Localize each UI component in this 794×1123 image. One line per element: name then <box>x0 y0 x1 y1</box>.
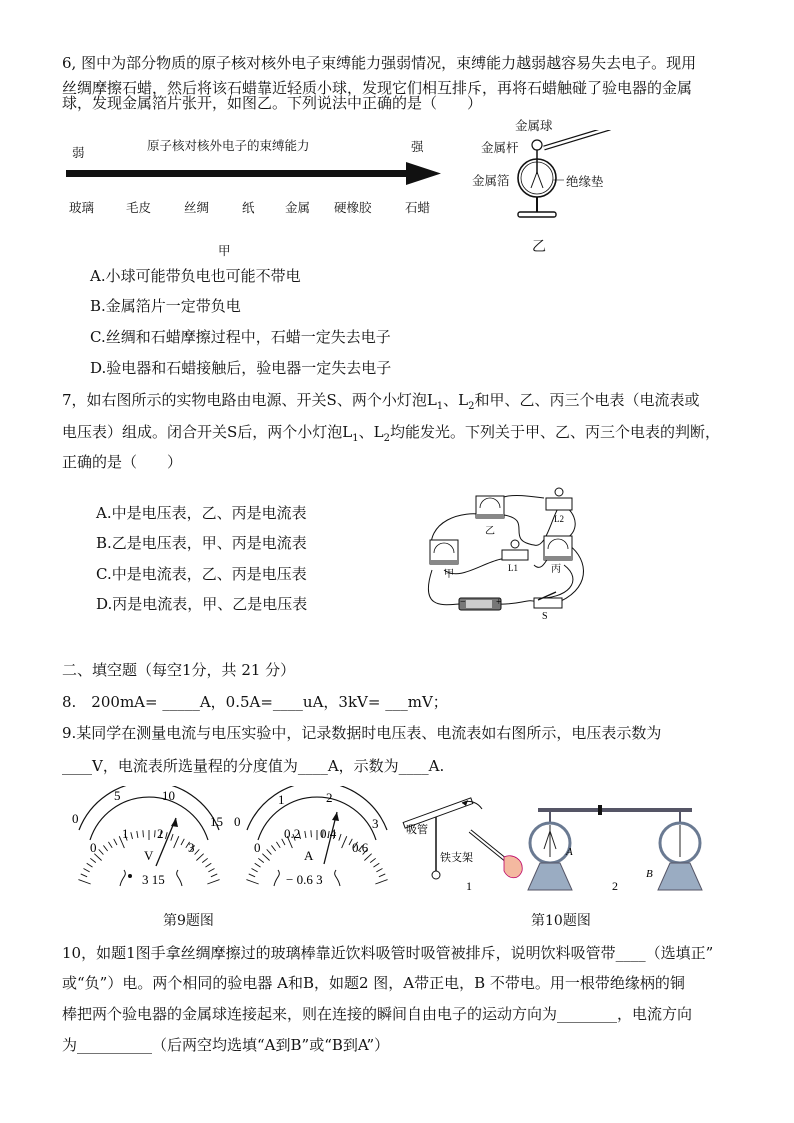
q7-line3: 正确的是（ ） <box>62 453 183 471</box>
a-inner-02: 0.2 <box>284 826 301 841</box>
meter-jia-label: 甲 <box>444 569 454 580</box>
q7-option-c: C.中是电流表，乙、丙是电压表 <box>96 565 307 583</box>
q10-line2: 或“负”）电。两个相同的验电器 A和B，如题2 图，A带正电，B 不带电。用一根带绝缘柄的铜 <box>62 974 685 992</box>
fig10-b: B <box>646 868 653 880</box>
material-item: 金属 <box>285 200 311 215</box>
material-item: 玻璃 <box>69 200 95 215</box>
fig10-caption: 第10题图 <box>531 913 591 929</box>
foil-label: 金属箔 <box>472 173 510 188</box>
q7-line1: 7，如右图所示的实物电路由电源、开关S、两个小灯泡$L_1$、$L_2$和甲、乙、丙三个电表（电流表或 <box>62 391 700 412</box>
q7-option-b: B.乙是电压表，甲、丙是电流表 <box>96 534 307 552</box>
v-outer-15: 15 <box>210 814 223 829</box>
q9-line1: 9.某同学在测量电流与电压实验中，记录数据时电压表、电流表如右图所示，电压表示数为 <box>62 724 662 742</box>
rod-label: 金属杆 <box>481 140 519 155</box>
material-item: 毛皮 <box>126 200 152 215</box>
q7-line2: 电压表）组成。闭合开关S后，两个小灯泡$L_1$、$L_2$均能发光。下列关于甲、乙、丙三个电表的判断， <box>62 423 720 444</box>
q10-line3: 棒把两个验电器的金属球连接起来，则在连接的瞬间自由电子的运动方向为________，电流方向 <box>62 1005 693 1023</box>
a-outer-2: 2 <box>326 790 333 805</box>
v-outer-5: 5 <box>114 788 121 803</box>
stand-label: 铁支架 <box>440 852 473 864</box>
v-outer-0: 0 <box>72 811 79 826</box>
fig10-illustration <box>400 795 720 905</box>
a-outer-1: 1 <box>278 792 285 807</box>
lamp1-label: L1 <box>508 563 518 573</box>
material-item: 石蜡 <box>405 200 431 215</box>
q10-line1: 10，如题1图手拿丝绸摩擦过的玻璃棒靠近饮料吸管时吸管被排斥，说明饮料吸管带____（选填正” <box>62 944 714 962</box>
svg-text:+: + <box>496 597 502 608</box>
a-outer-0: 0 <box>234 814 241 829</box>
weak-label: 弱 <box>72 145 85 160</box>
q6-option-d: D.验电器和石蜡接触后，验电器一定失去电子 <box>90 359 392 377</box>
v-terminals: 3 15 <box>142 872 165 887</box>
lamp2-label: L2 <box>554 514 564 524</box>
q6-option-c: C.丝绸和石蜡摩擦过程中，石蜡一定失去电子 <box>90 328 391 346</box>
straw-label: 吸管 <box>406 824 428 836</box>
strong-label: 强 <box>411 139 424 154</box>
q10-line4: 为__________（后两空均选填“A到B”或“B到A”） <box>62 1036 390 1054</box>
ammeter-icon <box>232 786 402 896</box>
a-outer-3: 3 <box>372 816 379 831</box>
v-inner-2: 2 <box>157 826 164 841</box>
fig10-a: A <box>566 846 573 858</box>
v-symbol: V <box>144 848 154 863</box>
arrow-title: 原子核对核外电子的束缚能力 <box>147 138 310 153</box>
q8-text: 8. 200mA= _____A，0.5A=____uA，3kV= ___mV； <box>62 693 448 711</box>
q6-option-a: A.小球可能带负电也可能不带电 <box>90 267 301 285</box>
svg-text:−: − <box>460 597 466 608</box>
q6-line3: 球，发现金属箔片张开，如图乙。下列说法中正确的是（ ） <box>62 94 483 112</box>
a-inner-04: 0.4 <box>320 826 337 841</box>
voltmeter-icon <box>64 786 234 896</box>
meter-yi-label: 乙 <box>485 526 495 537</box>
binding-arrow-icon <box>66 162 442 186</box>
material-item: 丝绸 <box>184 200 210 215</box>
q9-line2: ____V，电流表所选量程的分度值为____A，示数为____A. <box>62 757 445 775</box>
ball-label: 金属球 <box>515 118 553 133</box>
pad-label: 绝缘垫 <box>566 174 604 189</box>
fig10-num1: 1 <box>466 879 472 893</box>
a-terminals: − 0.6 3 <box>286 872 323 887</box>
q6-option-b: B.金属箔片一定带负电 <box>90 297 241 315</box>
fig10-num2: 2 <box>612 879 618 893</box>
v-inner-0: 0 <box>90 840 97 855</box>
section2-title: 二、填空题（每空1分，共 21 分） <box>62 661 296 679</box>
q7-option-d: D.丙是电流表，甲、乙是电压表 <box>96 595 308 613</box>
material-item: 硬橡胶 <box>334 200 372 215</box>
a-inner-06: 0.6 <box>352 840 369 855</box>
a-inner-0: 0 <box>254 840 261 855</box>
v-inner-1: 1 <box>122 826 129 841</box>
v-outer-10: 10 <box>162 788 175 803</box>
figure-jia-caption: 甲 <box>218 243 231 258</box>
figure-yi-caption: 乙 <box>532 239 546 255</box>
q6-line1: 6, 图中为部分物质的原子核对核外电子束缚能力强弱情况，束缚能力越弱越容易失去电子。现用 <box>62 54 697 72</box>
a-symbol: A <box>304 848 314 863</box>
q6-line2: 丝绸摩擦石蜡，然后将该石蜡靠近轻质小球，发现它们相互排斥，再将石蜡触碰了验电器的金属 <box>62 79 693 97</box>
fig9-caption: 第9题图 <box>163 913 214 929</box>
material-item: 纸 <box>242 200 255 215</box>
switch-label: S <box>542 611 548 620</box>
electroscope-icon <box>500 130 620 230</box>
q7-option-a: A.中是电压表，乙、丙是电流表 <box>96 504 307 522</box>
meter-bing-label: 丙 <box>551 564 561 575</box>
circuit-figure <box>424 480 594 620</box>
v-inner-3: 3 <box>188 840 195 855</box>
